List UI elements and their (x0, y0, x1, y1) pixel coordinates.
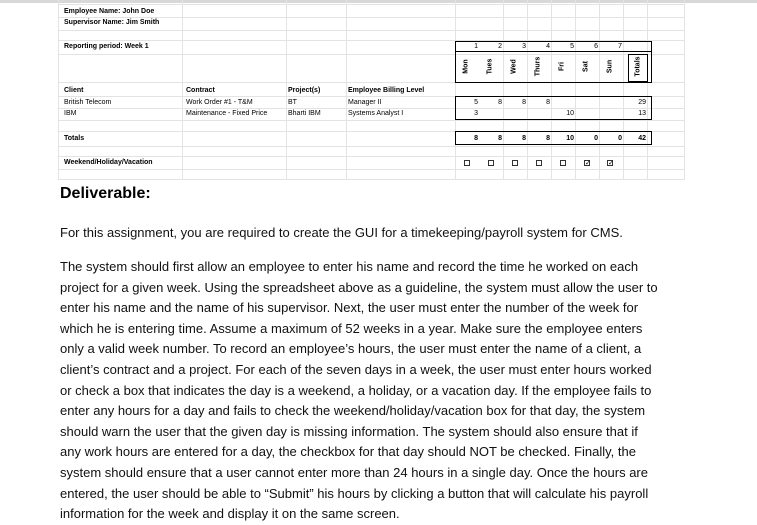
day-name: Sat (582, 61, 590, 72)
paragraph-line: which he is entering time. Assume a maximum of 52 weeks in a year. Make sure the employee enters (60, 320, 643, 336)
whv-checkbox (560, 160, 566, 166)
row-project: Bharti IBM (288, 110, 321, 117)
paragraph-line: entered, the user should be able to “Submit” his hours by clicking a button that will calculate his payroll (60, 485, 649, 501)
day-name: Tues (486, 58, 494, 75)
day-number: 7 (618, 43, 622, 50)
day-number: 1 (474, 43, 478, 50)
employee-name: Employee Name: John Doe (64, 8, 155, 15)
hours-cell: 3 (474, 110, 478, 117)
row-client: IBM (64, 110, 77, 117)
day-total: 0 (618, 135, 622, 142)
row-total: 29 (638, 99, 646, 106)
deliverable-heading: Deliverable: (60, 185, 151, 202)
day-number: 6 (594, 43, 598, 50)
day-number: 5 (570, 43, 574, 50)
day-name: Mon (462, 59, 470, 74)
day-total: 10 (566, 135, 574, 142)
hours-cell: 8 (546, 99, 550, 106)
row-billing: Systems Analyst I (348, 110, 404, 117)
intro-paragraph: For this assignment, you are required to create the GUI for a timekeeping/payroll system for CMS. (60, 225, 623, 240)
row-project: BT (288, 99, 297, 106)
projects-header: Project(s) (288, 87, 321, 94)
whv-checkbox (512, 160, 518, 166)
grand-total: 42 (638, 135, 646, 142)
day-name: Wed (510, 59, 518, 74)
timesheet-image (58, 0, 685, 180)
paragraph-line: any work hours are entered for a day, the checkbox for that day should NOT be checked. Finally, the (60, 444, 636, 460)
day-total: 8 (522, 135, 526, 142)
day-total: 8 (498, 135, 502, 142)
paragraph-line: client’s contract and a project. For each of the seven days in a week, the user must enter hours worked (60, 361, 652, 377)
supervisor-name: Supervisor Name: Jim Smith (64, 19, 160, 26)
totals-header: Totals (634, 56, 642, 77)
row-total: 13 (638, 110, 646, 117)
row-client: British Telecom (64, 99, 112, 106)
hours-cell: 10 (566, 110, 574, 117)
day-number: 3 (522, 43, 526, 50)
totals-label: Totals (64, 135, 85, 142)
day-total: 8 (546, 135, 550, 142)
client-header: Client (64, 87, 84, 94)
hours-cell: 8 (498, 99, 502, 106)
hours-cell: 8 (522, 99, 526, 106)
paragraph-line: only a valid week number. To record an employee’s hours, the user must enter the name of a client, a (60, 341, 642, 357)
whv-checkbox-checked: ✓ (585, 160, 591, 167)
whv-checkbox-checked: ✓ (608, 160, 614, 167)
whv-checkbox (464, 160, 470, 166)
row-contract: Work Order #1 - T&M (186, 99, 253, 106)
day-total: 0 (594, 135, 598, 142)
requirements-paragraph (60, 257, 700, 525)
paragraph-line: project for a given week. Using the spreadsheet above as a guideline, the system must allow the user to (60, 279, 658, 295)
paragraph-line: or check a box that indicates the day is a weekend, a holiday, or a vacation day. If the employee fails to (60, 382, 652, 398)
billing-header: Employee Billing Level (348, 87, 425, 94)
day-name: Sun (606, 59, 614, 74)
day-name: Fri (558, 62, 566, 71)
day-total: 8 (474, 135, 478, 142)
hours-cell: 5 (474, 99, 478, 106)
paragraph-line: enter any hours for a day and fails to check the weekend/holiday/vacation box for that day, the system (60, 403, 646, 419)
whv-checkbox (536, 160, 542, 166)
paragraph-line: should warn the user that the given day is missing information. The system should also ensure that if (60, 423, 638, 439)
day-name: Thurs (534, 56, 542, 77)
reporting-period: Reporting period: Week 1 (64, 43, 149, 50)
contract-header: Contract (186, 87, 215, 94)
paragraph-line: enter his name and the name of his supervisor. Next, the user must enter the number of the week for (60, 300, 639, 316)
whv-label: Weekend/Holiday/Vacation (64, 159, 153, 166)
paragraph-line: The system should first allow an employee to enter his name and record the time he worked on each (60, 259, 639, 274)
day-number: 4 (546, 43, 550, 50)
row-billing: Manager II (348, 99, 382, 106)
paragraph-line: system should ensure that a user cannot enter more than 24 hours in a single day. Once the hours are (60, 464, 648, 480)
whv-checkbox (488, 160, 494, 166)
row-contract: Maintenance - Fixed Price (186, 110, 268, 117)
paragraph-line: information for the week and display it on the same screen. (60, 506, 400, 522)
day-number: 2 (498, 43, 502, 50)
